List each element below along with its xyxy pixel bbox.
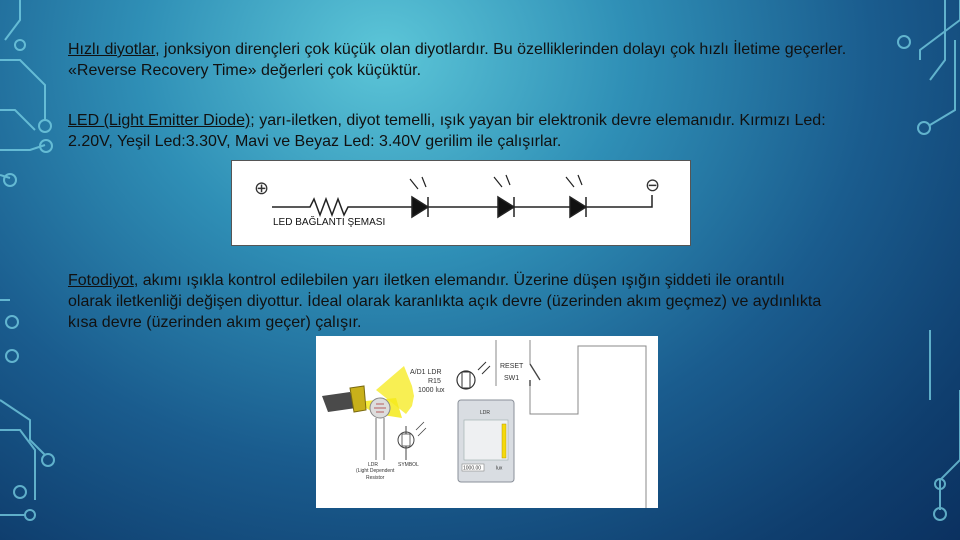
sw1-label: SW1: [504, 375, 520, 382]
photodiode-text: , akımı ışıkla kontrol edilebilen yarı iletken elemandır. Üzerine düşen ışığın şiddeti ile orantılı olarak iletkenliği değişen diyottur. İdeal olarak karanlıkta açık devre (üzerinden akım geçmez) ve aydınlıkta kısa devre (üzerinden akım geçer) çalışır.: [68, 272, 822, 331]
fast-diode-term: Hızlı diyotlar: [68, 41, 156, 58]
ldr-drawing: [316, 336, 658, 508]
ldr-component-icon: [370, 398, 390, 460]
led-3-symbol: [566, 175, 586, 217]
flashlight-icon: [322, 366, 414, 418]
led-text: ; yarı-iletken, diyot temelli, ışık yayan bir elektronik devre elemanıdır. Kırmızı Led: 2.20V, Yeşil Led:3.30V, Mavi ve Beyaz Led: 3.40V gerilim ile çalışırlar.: [68, 112, 826, 150]
fast-diode-paragraph: [68, 39, 848, 81]
ldr-symbol-icon: [398, 422, 426, 460]
ldr-control-panel: [458, 400, 514, 482]
ldr-panel-unit: lux: [496, 465, 503, 472]
photodiode-paragraph: [68, 270, 828, 333]
led-connection-diagram: [231, 160, 691, 246]
ldr-panel-value: 1000.00: [463, 465, 482, 472]
photodiode-term: Fotodiyot: [68, 272, 134, 289]
led-diagram-caption: LED BAĞLANTI ŞEMASI: [273, 217, 386, 228]
led-2-symbol: [494, 175, 514, 217]
ldr-figure: [316, 336, 658, 508]
plus-terminal: ⊕: [254, 178, 270, 198]
ldr-label-name: A/D1 LDR: [410, 369, 442, 376]
reset-switch-symbol: [530, 364, 540, 386]
led-term: LED (Light Emitter Diode): [68, 112, 251, 129]
reset-label: RESET: [500, 363, 524, 370]
symbol-caption: SYMBOL: [398, 462, 419, 468]
ldr-caption-1: LDR: [368, 462, 379, 468]
ldr-circuit-symbol: [457, 362, 490, 389]
ldr-panel-title: LDR: [480, 410, 491, 416]
ldr-caption-2: (Light Dependent: [356, 468, 395, 474]
resistor-symbol: [272, 199, 412, 215]
ldr-label-lux: 1000 lux: [418, 387, 445, 394]
ldr-caption-3: Resistor: [366, 475, 385, 481]
led-circuit-drawing: [232, 161, 692, 247]
minus-terminal: ⊖: [645, 175, 661, 195]
fast-diode-text: , jonksiyon dirençleri çok küçük olan diyotlardır. Bu özelliklerinden dolayı çok hızlı İletime geçerler. «Reverse Recovery Time» değerleri çok küçüktür.: [68, 41, 847, 79]
led-1-symbol: [410, 177, 428, 217]
led-paragraph: [68, 110, 858, 152]
ldr-label-ref: R15: [428, 378, 441, 385]
